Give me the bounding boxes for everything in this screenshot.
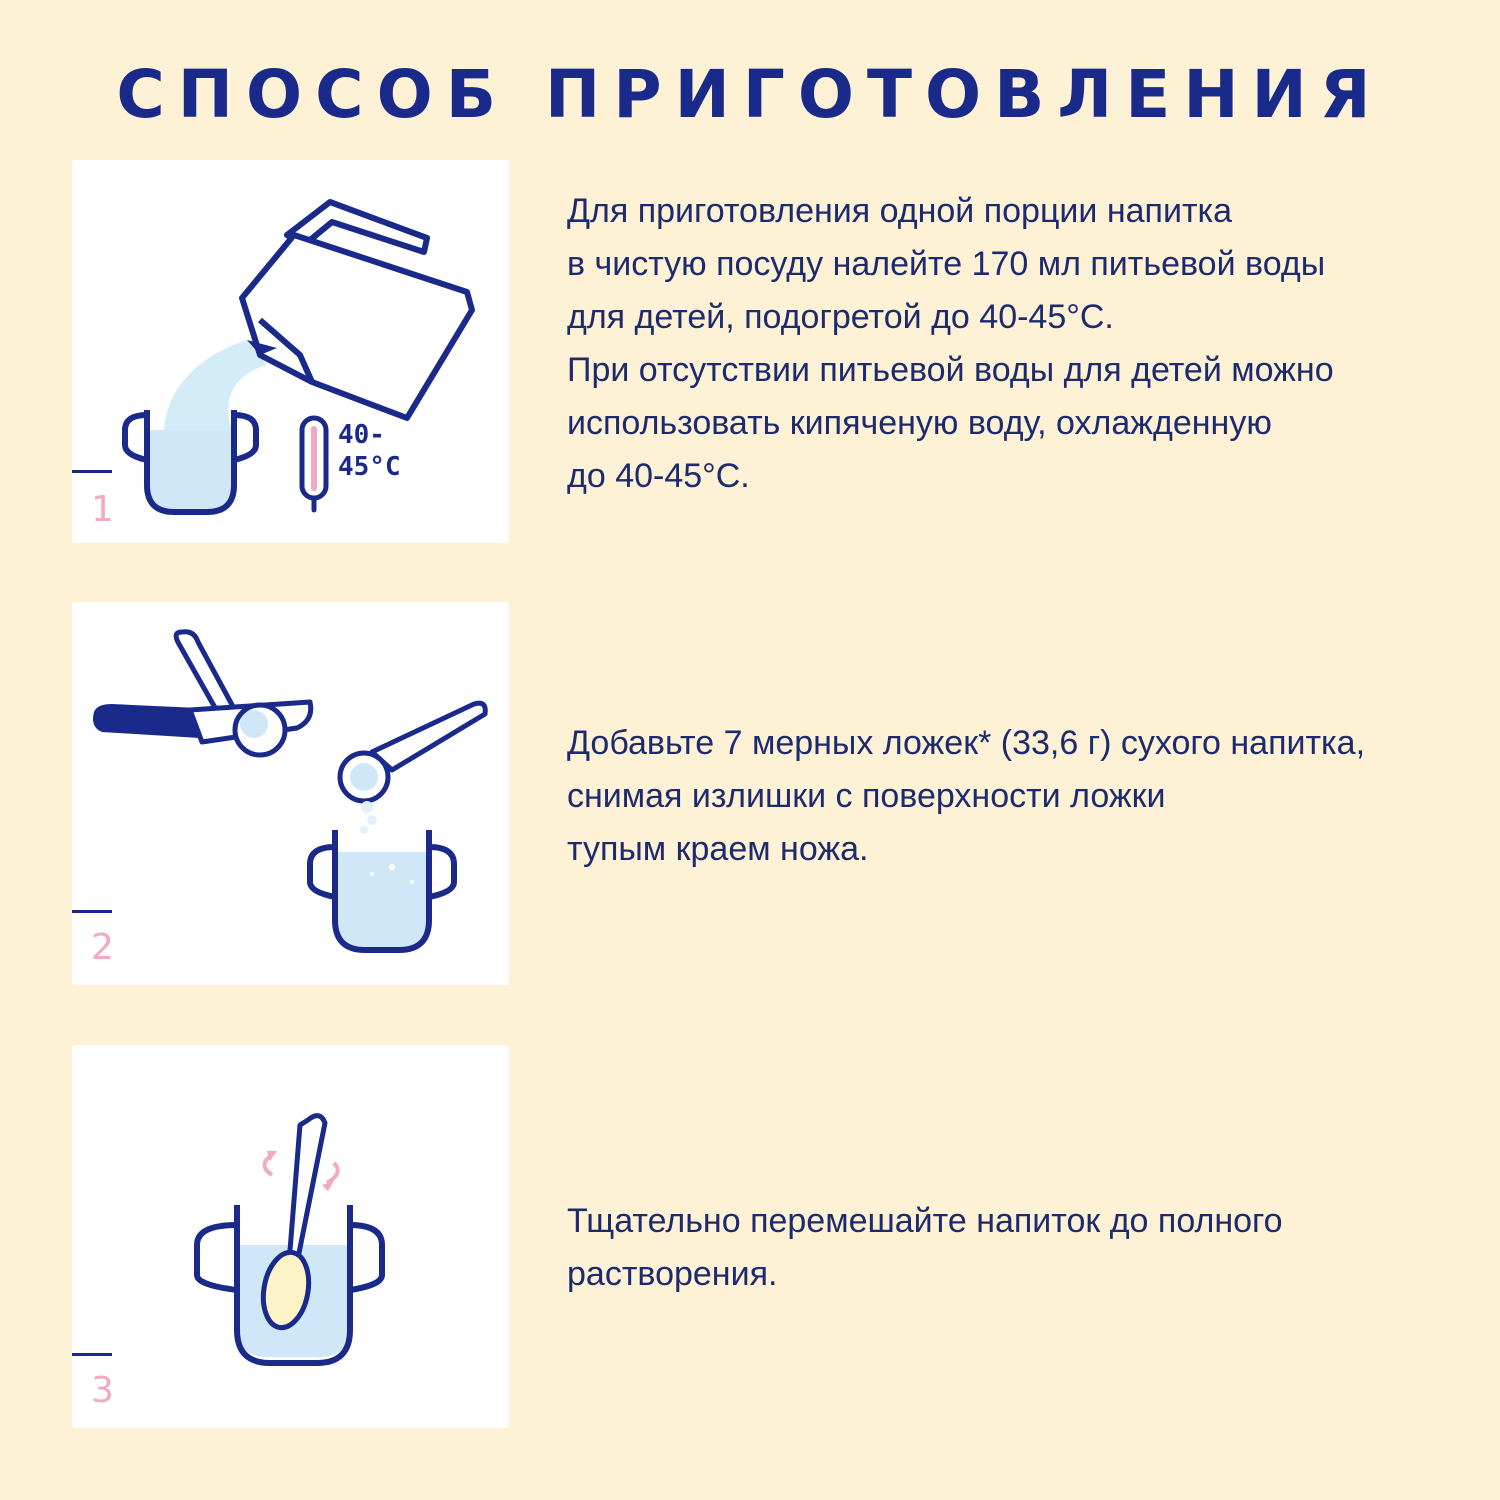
step-2-line: Добавьте 7 мерных ложек* (33,6 г) сухого напитка, xyxy=(567,724,1366,762)
step-1-line: Для приготовления одной порции напитка xyxy=(567,192,1233,230)
kettle-pour-icon xyxy=(72,160,509,543)
step-number-2: 2 xyxy=(91,927,114,968)
step-1-line: для детей, подогретой до 40-45°С. xyxy=(567,298,1114,336)
step-number-1: 1 xyxy=(91,489,114,530)
step-text-3 xyxy=(567,1195,1467,1301)
step-divider xyxy=(72,470,112,473)
step-3-line: растворения. xyxy=(567,1255,778,1293)
temperature-label-2: 45°C xyxy=(338,452,401,482)
temperature-label-1: 40- xyxy=(338,420,385,450)
page-title: СПОСОБ ПРИГОТОВЛЕНИЯ xyxy=(116,56,1384,133)
step-divider xyxy=(72,910,112,913)
step-1-line: использовать кипяченую воду, охлажденную xyxy=(567,404,1272,442)
scoop-powder-icon xyxy=(72,602,509,985)
step-card-2 xyxy=(72,602,509,985)
step-card-1 xyxy=(72,160,509,543)
step-1-line: до 40-45°С. xyxy=(567,457,750,495)
step-card-3 xyxy=(72,1045,509,1428)
step-number-3: 3 xyxy=(91,1370,114,1411)
step-1-line: При отсутствии питьевой воды для детей можно xyxy=(567,351,1334,389)
step-1-line: в чистую посуду налейте 170 мл питьевой воды xyxy=(567,245,1326,283)
step-3-line: Тщательно перемешайте напиток до полного xyxy=(567,1202,1283,1240)
step-2-line: тупым краем ножа. xyxy=(567,830,869,868)
step-2-line: снимая излишки с поверхности ложки xyxy=(567,777,1166,815)
step-text-2 xyxy=(567,717,1467,876)
step-divider xyxy=(72,1353,112,1356)
spoon-stir-icon xyxy=(72,1045,509,1428)
step-text-1 xyxy=(567,185,1467,503)
